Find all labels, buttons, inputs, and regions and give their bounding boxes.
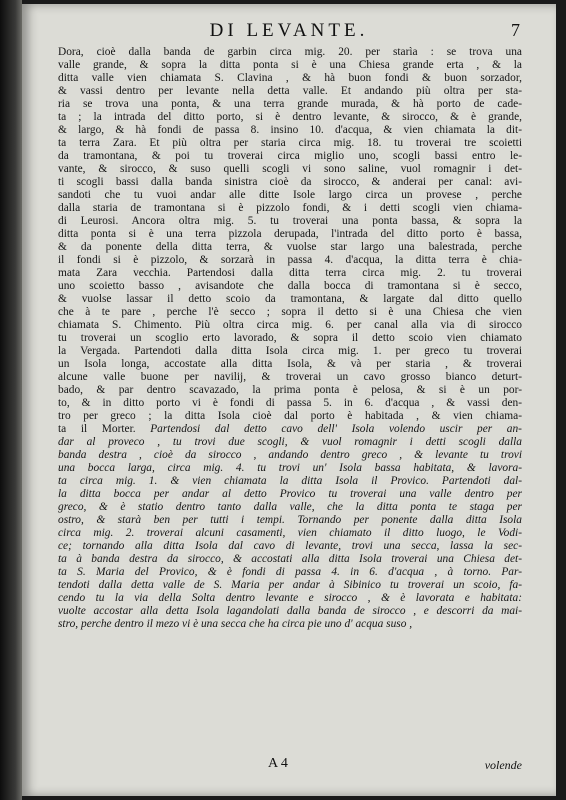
text-line: ti scogli bassi dalla banda sinistra cioè da sirocco, & anderai per canal: avi-	[58, 176, 522, 188]
text-line: greco, & è statio dentro tanto dalla valle, che la ditta ponta te staga per	[58, 501, 522, 513]
text-line: ostro, & starà ben per tutti i tempi. Tornando per ponente dalla ditta Isola	[58, 514, 522, 526]
text-line: tu troverai un scoglio erto lavorado, & sopra il detto scoio vien chiamato	[58, 332, 522, 344]
text-line: mata Zara vecchia. Partendosi dalla ditta terra circa mig. 2. tu troverai	[58, 267, 522, 279]
page-header	[62, 20, 520, 46]
text-line: chiamata S. Chimento. Più oltra circa mig. 6. per canal alla via di sirocco	[58, 319, 522, 331]
roman-text-block	[58, 46, 522, 423]
text-line: ta terra Zara. Et più oltra per staria circa mig. 18. tu troverai tre scoietti	[58, 137, 522, 149]
text-line: valle grande, & sopra la ditta ponta si è una Chiesa grande erta , & la	[58, 59, 522, 71]
text-line: la ditta bocca per andar al detto Provico tu troverai una valle dentro per	[58, 488, 522, 500]
text-line: ta S. Maria del Provico, & è fondi di passa 4. in 6. d'acqua , à torno. Par-	[58, 566, 522, 578]
text-line: ta à banda destra da sirocco, & accostati alla ditta Isola troverai una Chiesa det-	[58, 553, 522, 565]
text-line: vuolte accostar alla detta Isola lagandolati dalla banda de sirocco , e descorri da mai-	[58, 605, 522, 617]
text-line-mixed	[58, 423, 522, 436]
text-line: Dora, cioè dalla banda de garbin circa mig. 20. per starìa : se trova una	[58, 46, 522, 58]
text-line: che à te pare , perche l'è secco ; sopra il detto si è una Chiesa che vien	[58, 306, 522, 318]
text-line: & largo, & hà fondi de passa 8. insino 10. d'acqua, & vien chiamata la dit-	[58, 124, 522, 136]
text-line: uno scoietto basso , avisandote che dalla bocca di tramontana si è secco,	[58, 280, 522, 292]
text-line: banda destra , cioè da sirocco , andando dentro greco , & levante tu trovi	[58, 449, 522, 461]
text-line: & da ponente della ditta terra, & vuolse star largo una balestrada, perche	[58, 241, 522, 253]
text-line: ditta valle vien chiamata S. Clavina , & hà buon fondi & buon sorzador,	[58, 72, 522, 84]
text-line: stro, perche dentro il mezo vi è una secca che ha circa pie uno d' acqua suso ,	[58, 618, 413, 630]
text-line: ce; tornando alla ditta Isola dal cavo di levante, trovi una secca, lassa la sec-	[58, 540, 522, 552]
text-line: cendo tu la via della Solta dentro levante e sirocco , & è lavorata e habitata:	[58, 592, 522, 604]
running-head: DI LEVANTE.	[209, 20, 369, 41]
text-line: dalla staria de tramontana si è pizzolo fondi, & i detti scogli vien chiama-	[58, 202, 522, 214]
text-line: di Leurosi. Ancora oltra mig. 5. tu troverai una ponta bassa, & sopra la	[58, 215, 522, 227]
text-line-mixed-roman: ta il Morter.	[58, 423, 136, 435]
page-footer	[58, 756, 522, 774]
book-page	[22, 4, 556, 796]
text-line: sandoti che tu vuoi andar alle ditte Isole largo circa un provese , perche	[58, 189, 522, 201]
text-line: ditta ponta si è una terra pizzola derupada, l'intrada del ditto porto è bassa,	[58, 228, 522, 240]
text-line: alcune valle buone per navilij, & troverai un cavo grosso bianco deturt-	[58, 371, 522, 383]
text-line: ta ; la intrada del ditto porto, si è dentro levante, & sirocco, & è grande,	[58, 111, 522, 123]
text-line: circa mig. 2. troverai alcuni casamenti, vien chiamato il ditto luogo, le Vodi-	[58, 527, 522, 539]
text-line: ta circa mig. 1. & vien chiamata la ditta Isola il Provico. Partendoti dal-	[58, 475, 522, 487]
text-line-mixed-italic: Partendosi dal detto cavo dell' Isola volendo uscir per an-	[150, 423, 522, 435]
text-line: la Vergada. Partendoti dalla ditta Isola circa mig. 1. per greco tu troverai	[58, 345, 522, 357]
text-line: tro per greco ; la ditta Isola cioè dal porto è habitada , & vien chiama-	[58, 410, 522, 422]
text-line: il fondi si è pizzolo, & sorzarà in passa 4. d'acqua, la ditta terra è chia-	[58, 254, 522, 266]
body-text	[58, 46, 522, 631]
text-line: vante, & sirocco, & suso quelli scogli vi sono saline, vuol romagnir i det-	[58, 163, 522, 175]
text-line: un Isola longa, accostate alla ditta Isola, & và per staria , & troverai	[58, 358, 522, 370]
text-line: & vassi dentro per levante nella detta valle. Et andando più oltra per sta-	[58, 85, 522, 97]
text-line: una bocca larga, circa mig. 4. tu trovi un' Isola bassa habitata, & lavora-	[58, 462, 522, 474]
text-line: da tramontana, & poi tu troverai circa miglio uno, scogli bassi entro le-	[58, 150, 522, 162]
catchword: volende	[484, 758, 522, 772]
text-line: ria se trova una ponta, & una terra grande murada, & hà porto de cade-	[58, 98, 522, 110]
text-line: dar al proveco , tu trovi due scogli, & vuol romagnir i detti scogli dalla	[58, 436, 522, 448]
text-line: & vuolse lassar il detto scoio da tramontana, & largate dal ditto quello	[58, 293, 522, 305]
text-line: tendoti dalla detta valle de S. Maria per andar à Sibinico tu troverai un scoio, fa-	[58, 579, 522, 591]
text-line: bado, & par dentro scavazado, la prima ponta è pelosa, & si è un por-	[58, 384, 522, 396]
text-line: to, & in ditto porto vi è fondi di passa 5. in 6. d'acqua , & vassi den-	[58, 397, 522, 409]
signature-mark: A 4	[268, 756, 288, 771]
book-gutter-shadow	[0, 0, 22, 800]
italic-text-block	[58, 436, 522, 631]
page-number: 7	[511, 20, 520, 40]
